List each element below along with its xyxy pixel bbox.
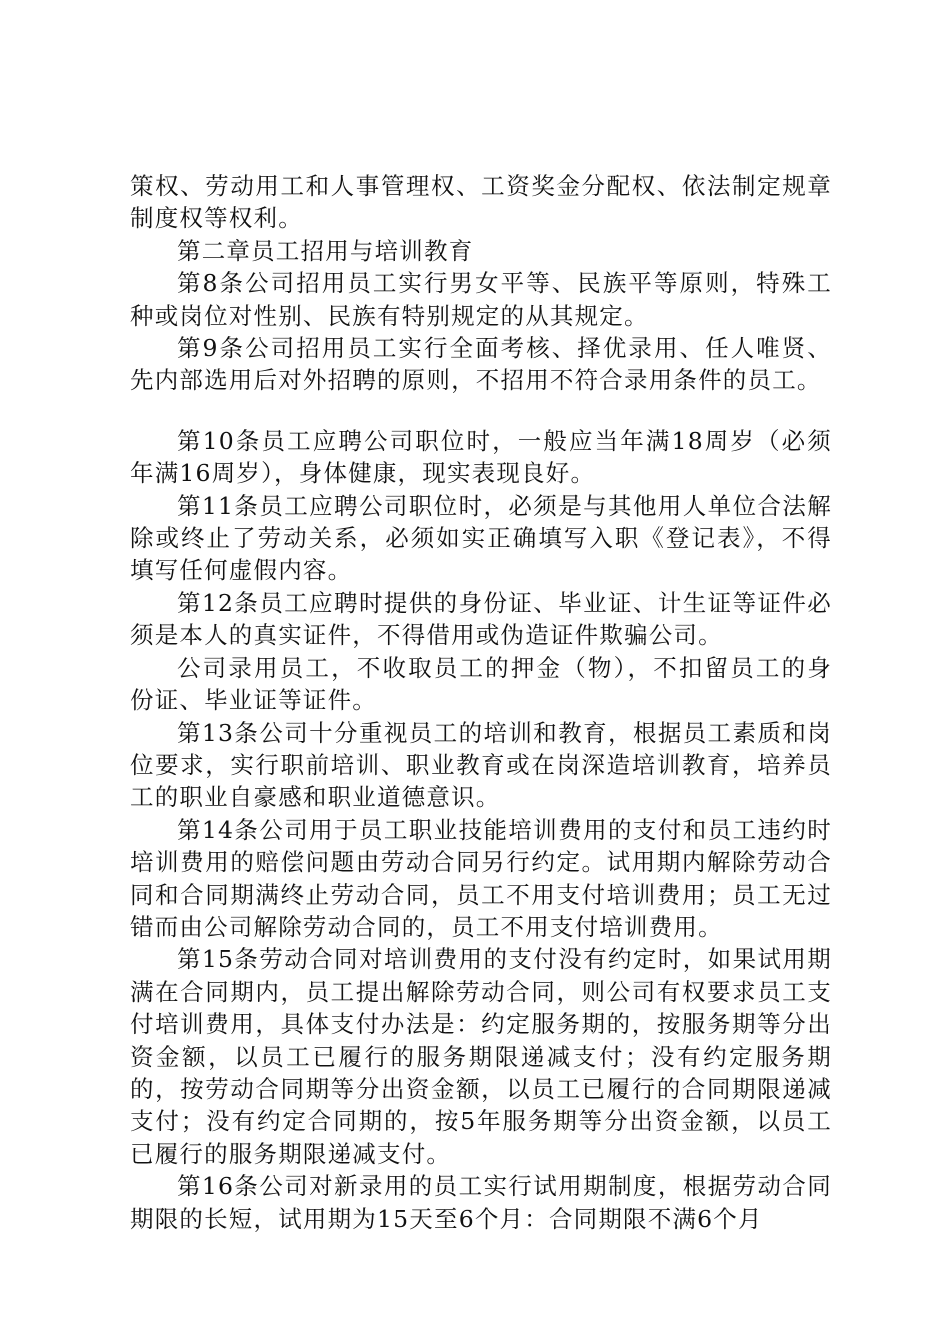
article-11: 第11条员工应聘公司职位时，必须是与其他用人单位合法解除或终止了劳动关系，必须如实正确填写入职《登记表》，不得填写任何虚假内容。 [130,491,832,585]
chapter-heading: 第二章员工招用与培训教育 [177,236,474,265]
article-12: 第12条员工应聘时提供的身份证、毕业证、计生证等证件必须是本人的真实证件，不得借用或伪造证件欺骗公司。 [130,588,832,650]
article-10: 第10条员工应聘公司职位时，一般应当年满18周岁（必须年满16周岁），身体健康，现实表现良好。 [130,426,832,488]
article-12-note: 公司录用员工，不收取员工的押金（物），不扣留员工的身份证、毕业证等证件。 [130,653,832,715]
paragraph-continuation: 策权、劳动用工和人事管理权、工资奖金分配权、依法制定规章制度权等权利。 [130,172,832,233]
article-16: 第16条公司对新录用的员工实行试用期制度，根据劳动合同期限的长短，试用期为15天至6个月：合同期限不满6个月 [130,1172,832,1233]
document-body [130,170,832,1235]
article-14: 第14条公司用于员工职业技能培训费用的支付和员工违约时培训费用的赔偿问题由劳动合同另行约定。试用期内解除劳动合同和合同期满终止劳动合同，员工不用支付培训费用；员工无过错而由公司解除劳动合同的，员工不用支付培训费用。 [130,815,832,941]
article-9: 第9条公司招用员工实行全面考核、择优录用、任人唯贤、先内部选用后对外招聘的原则，不招用不符合录用条件的员工。 [130,334,832,395]
article-13: 第13条公司十分重视员工的培训和教育，根据员工素质和岗位要求，实行职前培训、职业教育或在岗深造培训教育，培养员工的职业自豪感和职业道德意识。 [130,718,832,812]
article-8: 第8条公司招用员工实行男女平等、民族平等原则，特殊工种或岗位对性别、民族有特别规定的从其规定。 [130,269,832,330]
article-15: 第15条劳动合同对培训费用的支付没有约定时，如果试用期满在合同期内，员工提出解除劳动合同，则公司有权要求员工支付培训费用，具体支付办法是：约定服务期的，按服务期等分出资金额，以员工已履行的服务期限递减支付；没有约定服务期的，按劳动合同期等分出资金额，以员工已履行的合同期限递减支付；没有约定合同期的，按5年服务期等分出资金额，以员工已履行的服务期限递减支付。 [130,945,832,1168]
